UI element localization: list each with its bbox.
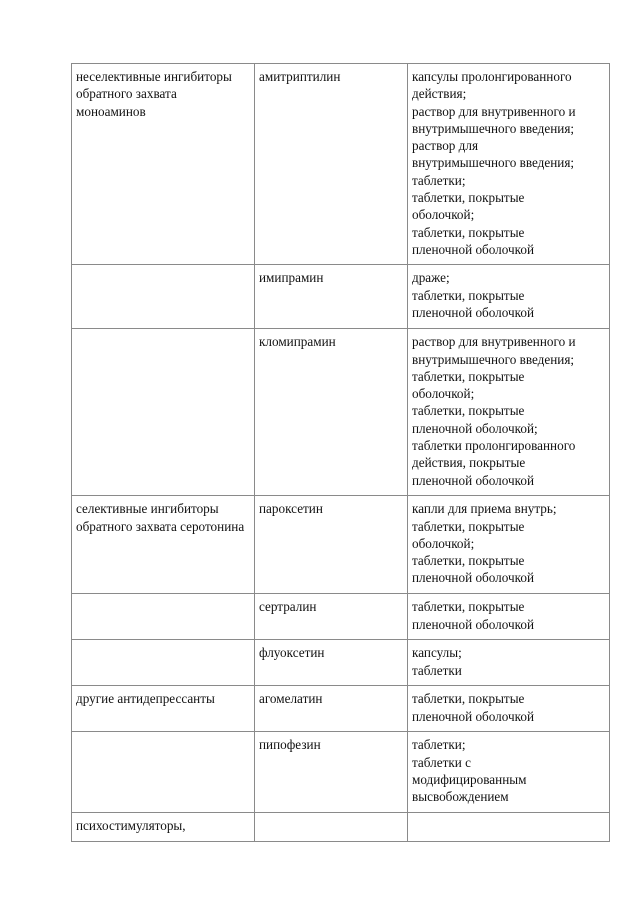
- table-row: [72, 640, 610, 686]
- dosage-form-line: пленочной оболочкой: [412, 304, 535, 320]
- dosage-form-line: пленочной оболочкой: [412, 616, 535, 632]
- dosage-forms-cell: [408, 594, 610, 640]
- group-cell: [72, 329, 255, 496]
- drug-name-cell: флуоксетин: [255, 640, 408, 686]
- dosage-form-line: модифицированным: [412, 771, 527, 787]
- dosage-form-line: пленочной оболочкой;: [412, 420, 538, 436]
- dosage-form-line: таблетки, покрытые: [412, 190, 525, 206]
- group-cell: другие антидепрессанты: [72, 686, 255, 732]
- dosage-form-line: таблетки, покрытые: [412, 287, 525, 303]
- dosage-forms-cell: [408, 496, 610, 594]
- dosage-form-line: таблетки с: [412, 754, 471, 770]
- table-row: [72, 496, 610, 594]
- drug-name-cell: сертралин: [255, 594, 408, 640]
- drug-name-cell: [255, 813, 408, 842]
- dosage-form-line: капсулы;: [412, 645, 462, 661]
- drug-name-cell: пароксетин: [255, 496, 408, 594]
- dosage-forms-cell: [408, 329, 610, 496]
- dosage-form-line: пленочной оболочкой: [412, 708, 535, 724]
- table-row: [72, 813, 610, 842]
- group-cell: селективные ингибиторы обратного захвата серотонина: [72, 496, 255, 594]
- dosage-form-line: действия, покрытые: [412, 455, 526, 471]
- dosage-form-line: таблетки пролонгированного: [412, 438, 576, 454]
- drug-name-cell: пипофезин: [255, 732, 408, 813]
- dosage-form-line: раствор для: [412, 138, 479, 154]
- dosage-form-line: капли для приема внутрь;: [412, 501, 557, 517]
- dosage-form-line: капсулы пролонгированного: [412, 69, 572, 84]
- dosage-forms-cell: [408, 64, 610, 265]
- dosage-forms-cell: [408, 732, 610, 813]
- table-row: [72, 732, 610, 813]
- table-row: [72, 594, 610, 640]
- dosage-form-line: внутримышечного введения;: [412, 351, 575, 367]
- dosage-form-line: внутримышечного введения;: [412, 155, 575, 171]
- table-row: [72, 329, 610, 496]
- dosage-form-line: таблетки;: [412, 172, 466, 188]
- drug-name-cell: кломипрамин: [255, 329, 408, 496]
- table-row: [72, 265, 610, 329]
- dosage-forms-cell: [408, 813, 610, 842]
- dosage-form-line: таблетки, покрытые: [412, 224, 525, 240]
- dosage-form-line: пленочной оболочкой: [412, 241, 535, 257]
- dosage-form-line: драже;: [412, 270, 450, 286]
- dosage-form-line: таблетки, покрытые: [412, 403, 525, 419]
- drug-name-cell: агомелатин: [255, 686, 408, 732]
- dosage-form-line: оболочкой;: [412, 207, 475, 223]
- drug-name-cell: имипрамин: [255, 265, 408, 329]
- group-cell: [72, 732, 255, 813]
- group-cell: неселективные ингибиторы обратного захвата моноаминов: [72, 64, 255, 265]
- dosage-form-line: таблетки, покрытые: [412, 553, 525, 569]
- dosage-form-line: таблетки, покрытые: [412, 691, 525, 707]
- dosage-form-line: таблетки, покрытые: [412, 518, 525, 534]
- table-body: [72, 64, 610, 842]
- group-cell: психостимуляторы,: [72, 813, 255, 842]
- dosage-form-line: действия;: [412, 86, 467, 102]
- dosage-form-line: таблетки: [412, 662, 462, 678]
- dosage-forms-cell: [408, 265, 610, 329]
- drug-table: [71, 63, 610, 842]
- dosage-form-line: внутримышечного введения;: [412, 120, 575, 136]
- dosage-forms-cell: [408, 686, 610, 732]
- dosage-form-line: оболочкой;: [412, 386, 475, 402]
- dosage-form-line: раствор для внутривенного и: [412, 103, 576, 119]
- group-cell: [72, 265, 255, 329]
- dosage-form-line: таблетки;: [412, 737, 466, 753]
- dosage-form-line: высвобождением: [412, 789, 509, 805]
- dosage-form-line: таблетки, покрытые: [412, 368, 525, 384]
- dosage-form-line: раствор для внутривенного и: [412, 334, 576, 350]
- group-cell: [72, 640, 255, 686]
- dosage-form-line: оболочкой;: [412, 535, 475, 551]
- table-row: [72, 64, 610, 265]
- dosage-form-line: пленочной оболочкой: [412, 570, 535, 586]
- dosage-forms-cell: [408, 640, 610, 686]
- drug-name-cell: амитриптилин: [255, 64, 408, 265]
- dosage-form-line: пленочной оболочкой: [412, 472, 535, 488]
- dosage-form-line: таблетки, покрытые: [412, 599, 525, 615]
- group-cell: [72, 594, 255, 640]
- table-row: [72, 686, 610, 732]
